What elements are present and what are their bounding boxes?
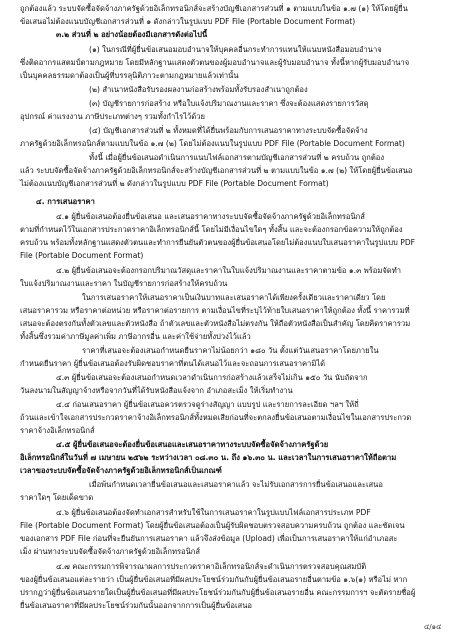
text-line: ถ้วนและเข้าใจเอกสารประกวดราคาจ้างอิเล็กทรอนิกส์ทั้งหมดเสียก่อนที่จะตกลงยื่นข้อเสนอตามเงื่อนไขในเอกสารประกวด <box>20 413 412 422</box>
text-line-bold: ๔.๕ ผู้ยื่นข้อเสนอจะต้องยื่นข้อเสนอและเสนอราคาทางระบบจัดซื้อจัดจ้างภาครัฐด้วย <box>56 440 329 449</box>
text-line: ๔.๑ ผู้ยื่นข้อเสนอต้องยื่นข้อเสนอ และเสนอราคาทางระบบจัดซื้อจัดจ้างภาครัฐด้วยอิเล็กทรอนิกส์ <box>56 212 365 221</box>
text-line: ๔.๔ ก่อนเสนอราคา ผู้ยื่นข้อเสนอควรตรวจดูร่างสัญญา แบบรูป และรายการละเอียด ฯลฯ ให้ถี่ <box>56 400 359 409</box>
text-line: เม็ง ผ่านทางระบบจัดซื้อจัดจ้างภาครัฐด้วยอิเล็กทรอนิกส์ <box>20 547 201 556</box>
text-line: เสนอราคารวม หรือราคาต่อหน่วย หรือราคาต่อรายการ ตามเงื่อนไขที่ระบุไว้ท้ายใบเสนอราคาให้ถูกต้อง ทั้งนี้ ราคารวมที่ <box>20 306 410 315</box>
text-line-bold: อิเล็กทรอนิกส์ในวันที่ ๗ เมษายน ๒๕๖๒ ระหว่างเวลา ๐๘.๓๐ น. ถึง ๑๖.๓๐ น. และเวลาในการเสนอราคาให้ถือตาม <box>20 453 397 462</box>
text-line: ของเอกสาร PDF File ก่อนที่จะยืนยันการเสนอราคา แล้วจึงส่งข้อมูล (Upload) เพื่อเป็นการเสนอราคาให้แก่อำเภอสะ <box>20 534 398 543</box>
text-line: ครบถ้วน พร้อมทั้งหลักฐานแสดงตัวตนและทำการยืนยันตัวตนของผู้ยื่นข้อเสนอโดยไม่ต้องแนบใบเสนอราคาในรูปแบบ PDF <box>20 238 416 247</box>
text-line: ๔.๖ ผู้ยื่นข้อเสนอต้องจัดทำเอกสารสำหรับใช้ในการเสนอราคาในรูปแบบไฟล์เอกสารประเภท PDF <box>56 508 371 517</box>
text-line: เมื่อพ้นกำหนดเวลายื่นข้อเสนอและเสนอราคาแล้ว จะไม่รับเอกสารการยื่นข้อเสนอและเสนอ <box>89 480 383 489</box>
section-heading: ๓.๒ ส่วนที่ ๒ อย่างน้อยต้องมีเอกสารดังต่อไปนี้ <box>56 30 208 39</box>
text-line: ปรากฏว่าผู้ยื่นข้อเสนอรายใดเป็นผู้ยื่นข้อเสนอที่มีผลประโยชน์ร่วมกันกับผู้ยื่นข้อเสนอรายอื่น คณะกรรมการฯ จะตัดรายชื่อผู้ <box>20 588 416 597</box>
text-line: ตามที่กำหนดไว้ในเอกสารประกวดราคาอิเล็กทรอนิกส์นี้ โดยไม่มีเงื่อนไขใดๆ ทั้งสิ้น และจะต้องกรอกข้อความให้ถูกต้อง <box>20 225 403 234</box>
text-line: ราคาจ้างอิเล็กทรอนิกส์ <box>20 426 95 435</box>
text-line: กำหนดยืนราคา ผู้ยื่นข้อเสนอต้องรับผิดชอบราคาที่ตนได้เสนอไว้และจะถอนการเสนอราคามิได้ <box>20 359 326 368</box>
text-line: แล้ว ระบบจัดซื้อจัดจ้างภาครัฐด้วยอิเล็กทรอนิกส์จะสร้างบัญชีเอกสารส่วนที่ ๒ ตามแบบในข้อ ๑.๗ (๒) ให้โดยผู้ยื่นข้อเสนอ <box>20 166 413 175</box>
text-line: ราคาใดๆ โดยเด็ดขาด <box>20 493 94 502</box>
text-line: (๓) บัญชีรายการก่อสร้าง หรือใบแจ้งปริมาณงานและราคา ซึ่งจะต้องแสดงรายการวัสดุ <box>89 99 369 108</box>
text-line: ใบแจ้งปริมาณงานและราคา ในบัญชีรายการก่อสร้างให้ครบถ้วน <box>20 279 228 288</box>
text-line: ของผู้ยื่นข้อเสนอแต่ละรายว่า เป็นผู้ยื่นข้อเสนอที่มีผลประโยชน์ร่วมกันกับผู้ยื่นข้อเสนอรายอื่นตามข้อ ๑.๖(๑) หรือไม่ หาก <box>20 575 408 584</box>
text-line: ยื่นข้อเสนอราคาที่มีผลประโยชน์ร่วมกันนั้นออกจากการเป็นผู้ยื่นข้อเสนอ <box>20 601 252 610</box>
text-line: File (Portable Document Format) <box>20 251 144 260</box>
text-line: (๔) บัญชีเอกสารส่วนที่ ๒ ทั้งหมดที่ได้ยื่นพร้อมกับการเสนอราคาทางระบบจัดซื้อจัดจ้าง <box>89 126 368 135</box>
text-line: ราคาที่เสนอจะต้องเสนอกำหนดยืนราคาไม่น้อยกว่า ๑๘๐ วัน ตั้งแต่วันเสนอราคาโดยภายใน <box>82 346 379 355</box>
text-line-bold: เวลาของระบบจัดซื้อจัดจ้างภาครัฐด้วยอิเล็กทรอนิกส์เป็นเกณฑ์ <box>20 466 222 475</box>
text-line: File (Portable Document Format) โดยผู้ยื่นข้อเสนอต้องเป็นผู้รับผิดชอบตรวจสอบความครบถ้วน ถูกต้อง และชัดเจน <box>20 521 405 530</box>
text-line: อุปกรณ์ ค่าแรงงาน ภาษีประเภทต่างๆ รวมทั้งกำไรไว้ด้วย <box>20 112 205 121</box>
text-line: ไม่ต้องแนบบัญชีเอกสารส่วนที่ ๒ ดังกล่าวในรูปแบบ PDF File (Portable Document Format) <box>20 179 329 188</box>
text-line: ในการเสนอราคาให้เสนอราคาเป็นเงินบาทและเสนอราคาได้เพียงครั้งเดียวและราคาเดียว โดย <box>82 293 386 302</box>
page-number: ๔/๑๔ <box>424 623 442 631</box>
text-line: วันลงนามในสัญญาจ้างหรือจากวันที่ได้รับหนังสือแจ้งจาก อำเภอสะเม็ง ให้เริ่มทำงาน <box>20 386 293 395</box>
text-line: ๔.๗ คณะกรรมการพิจารณาผลการประกวดราคาอิเล็กทรอนิกส์จะดำเนินการตรวจสอบคุณสมบัติ <box>56 562 367 571</box>
text-line: ทั้งนี้ เมื่อผู้ยื่นข้อเสนอดำเนินการแนบไฟล์เอกสารตามบัญชีเอกสารส่วนที่ ๒ ครบถ้วน ถูกต้อง <box>89 153 385 162</box>
text-line: เป็นบุคคลธรรมดาต้องเป็นผู้ที่บรรลุนิติภาวะตามกฎหมายแล้วเท่านั้น <box>20 71 239 80</box>
text-line: เสนอจะต้องตรงกันทั้งตัวเลขและตัวหนังสือ ถ้าตัวเลขและตัวหนังสือไม่ตรงกัน ให้ถือตัวหนังสือเป็นสำคัญ โดยคิดราคารวม <box>20 319 411 328</box>
text-line: ข้อเสนอไม่ต้องแนบบัญชีเอกสารส่วนที่ ๑ ดังกล่าวในรูปแบบ PDF File (Portable Document Format) <box>20 17 356 26</box>
text-line: ทั้งสิ้นซึ่งรวมค่าภาษีมูลค่าเพิ่ม ภาษีอากรอื่น และค่าใช้จ่ายทั้งปวงไว้แล้ว <box>20 332 251 341</box>
section-heading: ๔. การเสนอราคา <box>36 197 95 206</box>
text-line: ซึ่งติดอากรแสตมป์ตามกฎหมาย โดยมีหลักฐานแสดงตัวตนของผู้มอบอำนาจและผู้รับมอบอำนาจ ทั้งนี้หากผู้รับมอบอำนาจ <box>20 58 410 67</box>
text-line: (๒) สำเนาหนังสือรับรองผลงานก่อสร้างพร้อมทั้งรับรองสำเนาถูกต้อง <box>89 85 308 94</box>
text-line: ๔.๓ ผู้ยื่นข้อเสนอจะต้องเสนอกำหนดเวลาดำเนินการก่อสร้างแล้วเสร็จไม่เกิน ๑๕๐ วัน นับถัดจาก <box>56 373 368 382</box>
text-line: ภาครัฐด้วยอิเล็กทรอนิกส์ตามแบบในข้อ ๑.๗ (๒) โดยไม่ต้องแนบในรูปแบบ PDF File (Portable Document Format) <box>20 139 405 148</box>
text-line: ๔.๒ ผู้ยื่นข้อเสนอจะต้องกรอกปริมาณวัสดุและราคาในใบแจ้งปริมาณงานและราคาตามข้อ ๑.๓ พร้อมจัดทำ <box>56 266 402 275</box>
text-line: (๑) ในกรณีที่ผู้ยื่นข้อเสนอมอบอำนาจให้บุคคลอื่นกระทำการแทนให้แนบหนังสือมอบอำนาจ <box>89 45 382 54</box>
text-line: ถูกต้องแล้ว ระบบจัดซื้อจัดจ้างภาครัฐด้วยอิเล็กทรอนิกส์จะสร้างบัญชีเอกสารส่วนที่ ๑ ตามแบบในข้อ ๑.๗ (๑) ให้โดยผู้ยื่น <box>20 4 408 13</box>
